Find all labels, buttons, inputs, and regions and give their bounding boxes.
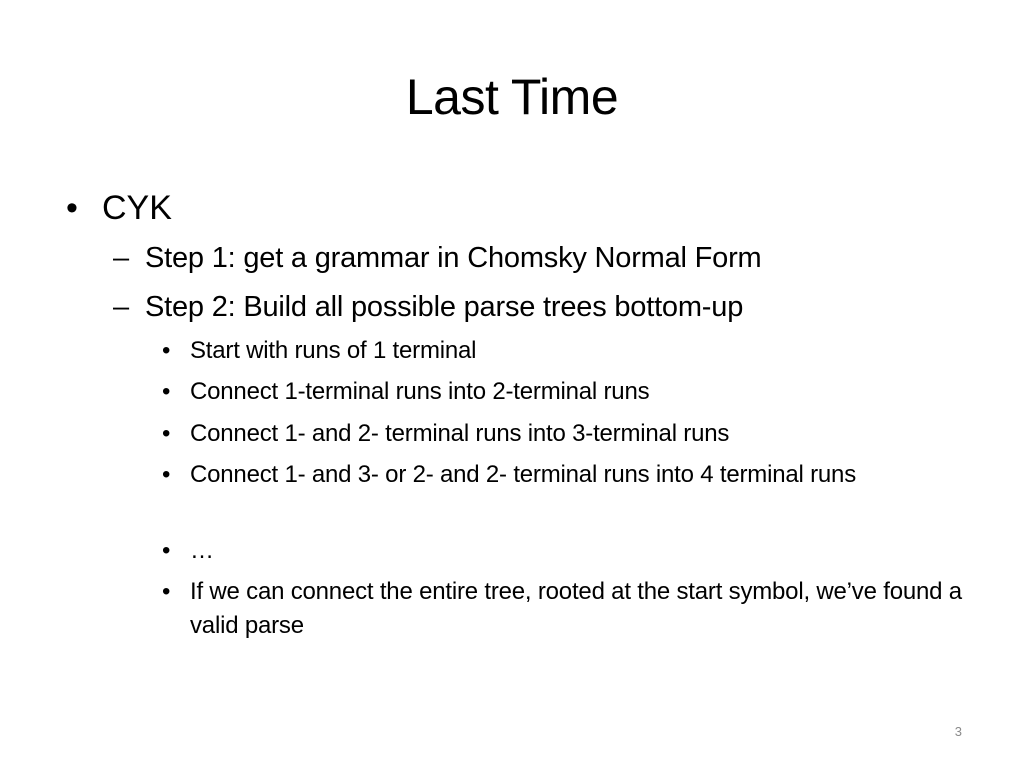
bullet-marker: • [162,537,171,564]
bullet-marker: • [162,420,171,447]
sub-bullet-text: Step 1: get a grammar in Chomsky Normal Form [145,242,762,274]
detail-bullet-text: Connect 1- and 2- terminal runs into 3-terminal runs [190,420,730,447]
detail-bullet-3 [162,417,962,451]
detail-bullet-6 [162,575,962,643]
detail-bullet-1 [162,334,962,368]
detail-bullet-2 [162,375,962,409]
sub-bullet-text: Step 2: Build all possible parse trees bottom-up [145,291,744,323]
bullet-marker: • [162,461,171,488]
dash-marker: – [113,242,129,274]
detail-bullet-text: … [190,537,214,564]
detail-bullet-text: If we can connect the entire tree, rooted at the start symbol, we’ve found a valid parse [190,578,962,639]
bullet-text: CYK [102,189,172,227]
slide-title: Last Time [405,69,619,125]
bullet-marker: • [162,578,171,605]
bullet-marker: • [66,189,78,227]
detail-bullet-text: Connect 1- and 3- or 2- and 2- terminal runs into 4 terminal runs [190,461,856,488]
bullet-marker: • [162,337,171,364]
detail-bullet-4 [162,458,962,492]
detail-bullet-5 [162,534,962,568]
sub-bullet-step-2 [113,288,743,326]
bullet-marker: • [162,378,171,405]
detail-bullet-text: Connect 1-terminal runs into 2-terminal runs [190,378,650,405]
dash-marker: – [113,291,129,323]
detail-bullet-text: Start with runs of 1 terminal [190,337,477,364]
bullet-cyk [66,186,172,230]
slide-page-number: 3 [954,724,962,739]
sub-bullet-step-1 [113,239,762,277]
